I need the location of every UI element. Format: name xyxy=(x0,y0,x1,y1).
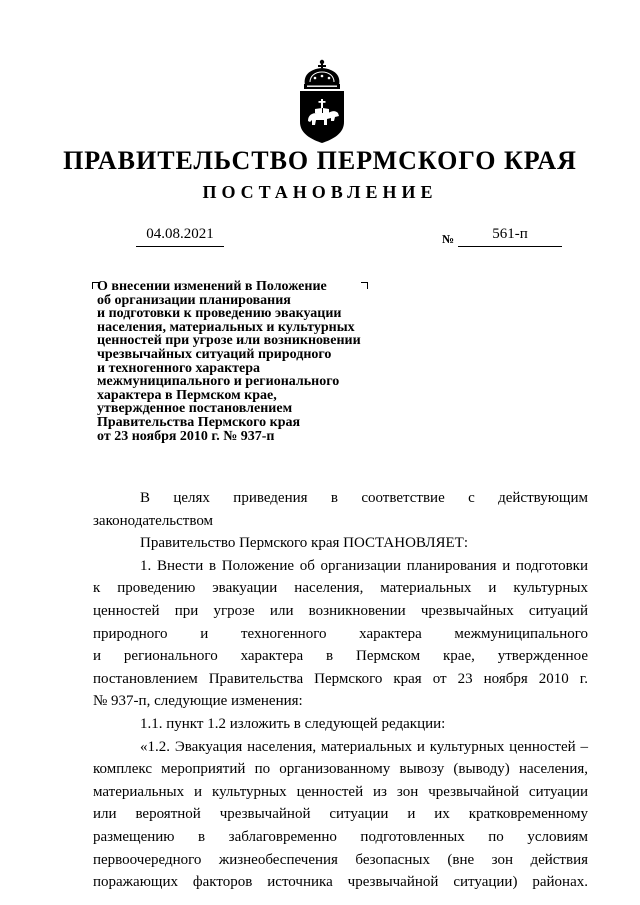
body-line: поражающих факторов источника чрезвычайной ситуации) районах. xyxy=(93,874,588,891)
document-subject xyxy=(97,280,397,443)
subject-line: от 23 ноября 2010 г. № 937-п xyxy=(97,428,275,444)
document-date: 04.08.2021 xyxy=(136,226,224,247)
subject-line: и подготовки к проведению эвакуации xyxy=(97,306,342,322)
body-line: ценностей при угрозе или возникновении чрезвычайных ситуаций xyxy=(93,602,588,619)
perm-krai-coat-of-arms-icon xyxy=(297,58,347,144)
subject-line: об организации планирования xyxy=(97,292,291,308)
subject-line: характера в Пермском крае, xyxy=(97,387,277,403)
body-line: «1.2. Эвакуация населения, материальных и культурных ценностей – xyxy=(140,738,588,755)
body-line: законодательством xyxy=(93,512,214,529)
body-line: 1.1. пункт 1.2 изложить в следующей редакции: xyxy=(140,715,446,732)
body-line: первоочередного жизнеобеспечения безопасных (вне зон действия xyxy=(93,851,588,868)
body-line: постановлением Правительства Пермского края от 23 ноября 2010 г. xyxy=(93,670,588,687)
subject-line: чрезвычайных ситуаций природного xyxy=(97,346,332,362)
body-line: Правительство Пермского края ПОСТАНОВЛЯЕТ: xyxy=(140,535,469,552)
body-line: комплекс мероприятий по организованному вывозу (выводу) населения, xyxy=(93,761,588,778)
subject-line: утвержденное постановлением xyxy=(97,401,293,417)
number-sign: № xyxy=(442,232,455,246)
body-line: или вероятной чрезвычайной ситуации и их кратковременному xyxy=(93,806,588,823)
body-line: природного и техногенного характера межмуниципального xyxy=(93,625,588,642)
body-line: В целях приведения в соответствие с действующим xyxy=(140,490,588,506)
document-number: 561-п xyxy=(458,226,562,247)
subject-line: ценностей при угрозе или возникновении xyxy=(97,333,361,349)
body-line: 1. Внести в Положение об организации планирования и подготовки xyxy=(140,557,588,574)
body-line: материальных и культурных ценностей из зон чрезвычайной ситуации xyxy=(93,783,588,800)
subject-line: населения, материальных и культурных xyxy=(97,319,355,335)
subject-line: и техногенного характера xyxy=(97,360,261,376)
body-line: к проведению эвакуации населения, материальных и культурных xyxy=(93,580,588,597)
government-title: ПРАВИТЕЛЬСТВО ПЕРМСКОГО КРАЯ xyxy=(63,146,577,175)
subject-line: Правительства Пермского края xyxy=(97,414,301,430)
body-line: размещению в заблаговременно подготовленных по условиям xyxy=(93,828,588,845)
document-type: ПОСТАНОВЛЕНИЕ xyxy=(202,182,438,202)
subject-line: межмуниципального и регионального xyxy=(97,374,340,390)
document-body xyxy=(93,487,588,894)
subject-line: О внесении изменений в Положение xyxy=(97,279,327,294)
body-line: № 937-п, следующие изменения: xyxy=(93,693,303,710)
body-line: и регионального характера в Пермском крае, утвержденное xyxy=(93,648,588,665)
